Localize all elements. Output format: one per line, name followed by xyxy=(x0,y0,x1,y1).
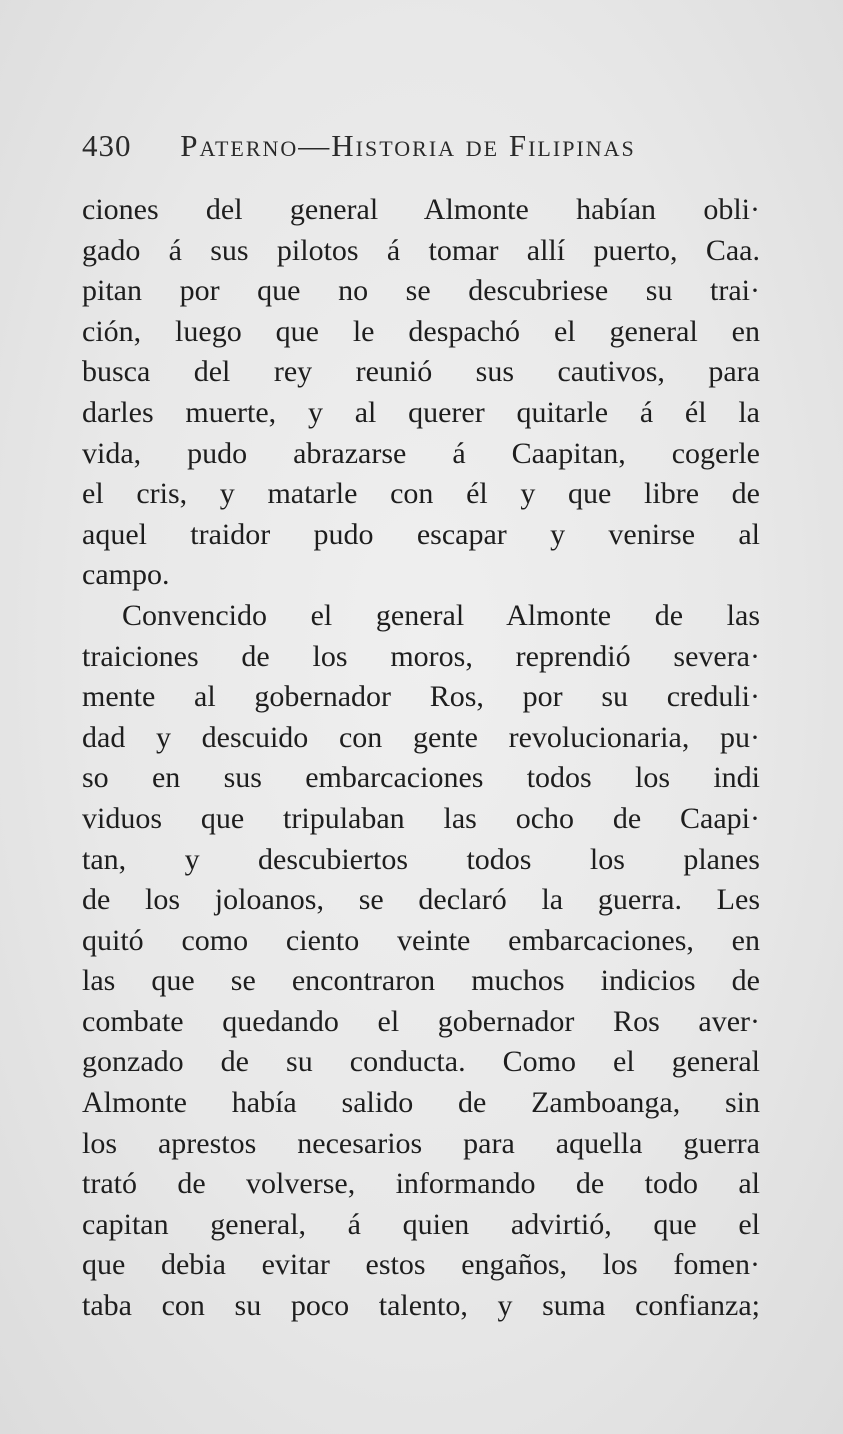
text-line: el cris, y matarle con él y que libre de xyxy=(82,477,760,511)
text-line: darles muerte, y al querer quitarle á él la xyxy=(82,395,760,429)
text-line: trató de volverse, informando de todo al xyxy=(82,1167,760,1201)
text-line: gado á sus pilotos á tomar allí puerto, Caa. xyxy=(82,233,760,267)
text-line: mente al gobernador Ros, por su creduli· xyxy=(82,680,760,714)
text-line: pitan por que no se descubriese su trai· xyxy=(82,274,760,308)
running-title: Paterno—Historia de Filipinas xyxy=(180,128,636,163)
text-line: gonzado de su conducta. Como el general xyxy=(82,1045,760,1079)
text-line: quitó como ciento veinte embarcaciones, en xyxy=(82,923,760,957)
text-line: combate quedando el gobernador Ros aver· xyxy=(82,1004,760,1038)
text-line: que debia evitar estos engaños, los fomen· xyxy=(82,1248,760,1282)
text-line: busca del rey reunió sus cautivos, para xyxy=(82,355,760,389)
text-line: tan, y descubiertos todos los planes xyxy=(82,842,760,876)
text-line: campo. xyxy=(82,558,170,592)
text-line: ción, luego que le despachó el general en xyxy=(82,314,760,348)
text-line: Almonte había salido de Zamboanga, sin xyxy=(82,1086,760,1120)
text-line: capitan general, á quien advirtió, que el xyxy=(82,1207,760,1241)
text-line: Convencido el general Almonte de las xyxy=(122,598,760,632)
text-line: taba con su poco talento, y suma confianza; xyxy=(82,1289,760,1323)
text-line: viduos que tripulaban las ocho de Caapi· xyxy=(82,801,760,835)
running-head xyxy=(82,128,782,172)
text-line: de los joloanos, se declaró la guerra. Les xyxy=(82,883,760,917)
text-line: dad y descuido con gente revolucionaria, pu· xyxy=(82,720,760,754)
body-text xyxy=(82,190,760,1327)
page-number: 430 xyxy=(82,128,132,163)
text-line: aquel traidor pudo escapar y venirse al xyxy=(82,517,760,551)
text-line: traiciones de los moros, reprendió severa· xyxy=(82,639,760,673)
text-line: vida, pudo abrazarse á Caapitan, cogerle xyxy=(82,436,760,470)
text-line: las que se encontraron muchos indicios de xyxy=(82,964,760,998)
text-line: los aprestos necesarios para aquella guerra xyxy=(82,1126,760,1160)
text-line: so en sus embarcaciones todos los indi xyxy=(82,761,760,795)
text-line: ciones del general Almonte habían obli· xyxy=(82,193,760,226)
